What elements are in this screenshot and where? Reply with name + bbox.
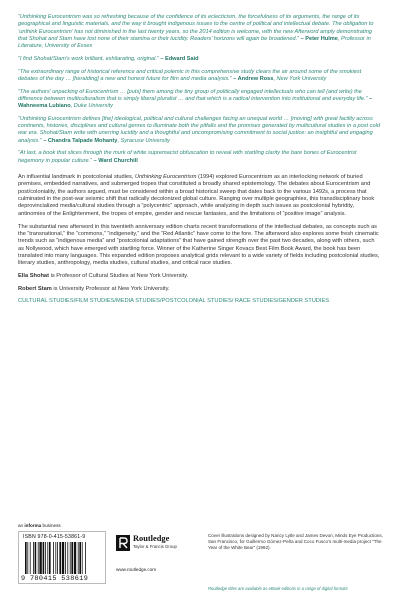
barcode-bar: [45, 542, 46, 574]
barcode-bar: [38, 542, 39, 574]
barcode-bar: [39, 542, 41, 574]
barcode-bar: [74, 542, 76, 574]
barcode-bar: [47, 542, 48, 574]
barcode-bar: [43, 542, 45, 574]
publisher-logo: [116, 533, 206, 573]
author-name: Robert Stam: [18, 285, 52, 292]
barcode-bar: [35, 542, 37, 574]
blurb-quote: “The extraordinary range of historical reference and critical polemic in this comprehensive study clears the air around some of the smokiest debates of the day … [heralding] a new and honest future for film and media analysis.” – Andrew Ross, New York University: [18, 68, 362, 82]
blurb-author: – Ward Churchill: [93, 157, 138, 164]
barcode-bar: [59, 542, 61, 574]
ebook-note: Routledge titles are available as eBook editions in a range of digital formats: [208, 586, 348, 591]
blurb-quote: “I find Shohat/Stam’s work brilliant, exhilarating, original.” – Edward Said: [18, 55, 199, 62]
blurb-author: – Wahneema Lubiano: [18, 95, 373, 110]
cover-credit: Cover illustrations designed by Nancy Lytle and James Devon, Minds Eye Productions, San Francisco, for Guillermo Gómez-Peña and Coco Fusco’s multi-media project “The Year of the White Bear” (1992).: [208, 533, 383, 550]
cover-footer: [18, 523, 384, 593]
barcode-bar: [82, 542, 83, 574]
blurb-quote: “At last, a book that slices through the murk of white supremacist obfuscation to reveal with startling clarity the bare bones of Eurocentrist hegemony in popular culture.” – Ward Churchill: [18, 150, 357, 164]
barcode: [18, 531, 106, 584]
barcode-bar: [65, 542, 66, 574]
barcode-bar: [25, 542, 27, 574]
publisher-name: Routledge: [133, 534, 170, 543]
barcode-bar: [27, 542, 28, 574]
author-bio: Ella Shohat is Professor of Cultural Studies at New York University.: [18, 273, 189, 280]
barcode-bar: [55, 542, 56, 574]
blurb-affiliation: Professor in Literature, University of Essex: [18, 35, 371, 50]
barcode-bar: [53, 542, 54, 574]
barcode-bar: [30, 542, 31, 574]
blurb-quote: “Unthinking Eurocentrism defines [the] ideological, political and cultural challenges facing an unequal world … [moving] with great facility across continents, histories, disciplines and cultural genres to illuminate both the pitfalls and the promises generated by multicultural studies in a post cold war era. Shohat/Stam write with unerring lucidity and a thoughtful and uncompromising commitment to social justice: an insightful and engaging analysis.” – Chandra Talpade Mohanty, Syracuse University: [18, 115, 380, 144]
blurb-author: – Chandra Talpade Mohanty: [43, 137, 118, 144]
informa-business-label: an informa business: [18, 523, 61, 528]
barcode-bar: [70, 542, 71, 574]
author-name: Ella Shohat: [18, 273, 49, 280]
barcode-bar: [62, 542, 64, 574]
isbn-label: ISBN 978-0-415-53861-9: [23, 534, 86, 540]
blurb-author: – Edward Said: [160, 55, 199, 62]
blurb-quote: “The authors’ unpacking of Eurocentrism … [puts] them among the tiny group of politically engaged intellectuals who can tell (and write) the difference between multiculturalism that is simply liberal pluralist … and that which is a radical intervention into institutional and everyday life.” – Wahneema Lubiano, Duke University: [18, 88, 373, 110]
book-title: Unthinking Eurocentrism: [134, 174, 197, 180]
subject-categories: CULTURAL STUDIES/FILM STUDIES/MEDIA STUDIES/POSTCOLONIAL STUDIES/ RACE STUDIES/GENDER STUDIES: [18, 297, 330, 304]
publisher-group: Taylor & Francis Group: [133, 544, 177, 549]
barcode-number: 9 780415 538619: [21, 575, 89, 583]
blurb-author: – Andrew Ross: [233, 75, 274, 82]
barcode-bar: [49, 542, 51, 574]
blurb-affiliation: New York University: [276, 75, 327, 82]
barcode-bar: [78, 542, 79, 574]
description-paragraph: An influential landmark in postcolonial studies, Unthinking Eurocentrism (1994) explored Eurocentrism as an interlocking network of buried premises, embedded narratives, and submerged tropes that constituted a broadly shared epistemology. The debates about Eurocentrism and post/coloniality, the authors argued, must be considered within a broad historical sweep that dates back to the various 1492s, a process that culminated in the post-war seismic shift that radically decolonized global culture. Ranging over multiple geographies, this transdisciplinary book deprovincialized media/cultural studies through a “polycentric” approach, while analyzing in depth such issues as postcolonial hybridity, antinomies of the Enlightenment, the tropes of empire, gender and rescue fantasies, and the limitations of “positive image” analysis.: [18, 174, 375, 217]
barcode-bar: [57, 542, 58, 574]
barcode-bar: [33, 542, 34, 574]
barcode-bar: [79, 542, 81, 574]
blurb-quote: “Unthinking Eurocentrism was so refreshing because of the confidence of its eclecticism, the forcefulness of its arguments, the range of its geographical and linguistic materials, and the way it brought indigenous issues to the centre of political and intellectual debate. The obligation to ‘unthink Eurocentrism’ has not diminished in the last twenty years, so the 2014 edition is welcome, with the new Afterword amply demonstrating that Shohat and Stam have lost none of their stamina or their lucidity. Readers’ horizons will again be broadened.” – Peter Hulme, Professor in Literature, University of Essex: [18, 14, 374, 50]
routledge-logo-icon: [116, 535, 130, 551]
blurb-affiliation: Syracuse University: [120, 137, 170, 144]
author-bio: Robert Stam is University Professor at New York University.: [18, 285, 170, 292]
publisher-url: www.routledge.com: [116, 567, 157, 572]
barcode-bar: [67, 542, 68, 574]
blurb-author: – Peter Hulme: [300, 35, 338, 42]
barcode-bars: [25, 542, 101, 574]
barcode-bar: [85, 542, 86, 574]
barcode-bar: [71, 542, 73, 574]
blurb-affiliation: Duke University: [73, 103, 113, 110]
description-paragraph: The substantial new afterword in this twentieth anniversary edition charts recent transformations of the intellectual debates, as concepts such as the “transnational,” the “commons,” “indigeneity,” and the “Red Atlantic” have come to the fore. The afterword also explores some fresh cinematic trends such as “indigenous media” and “postcolonial adaptations” that have gained strength over the past two decades, along with others, such as Nollywood, which have emerged with startling force. Winner of the Katherine Singer Kovacs Best Film Book Award, the book has been translated into many languages. This expanded edition proposes analytical grids relevant to a wide variety of fields including postcolonial studies, literary studies, anthropology, media studies, cultural studies, and critical race studies.: [18, 223, 380, 267]
